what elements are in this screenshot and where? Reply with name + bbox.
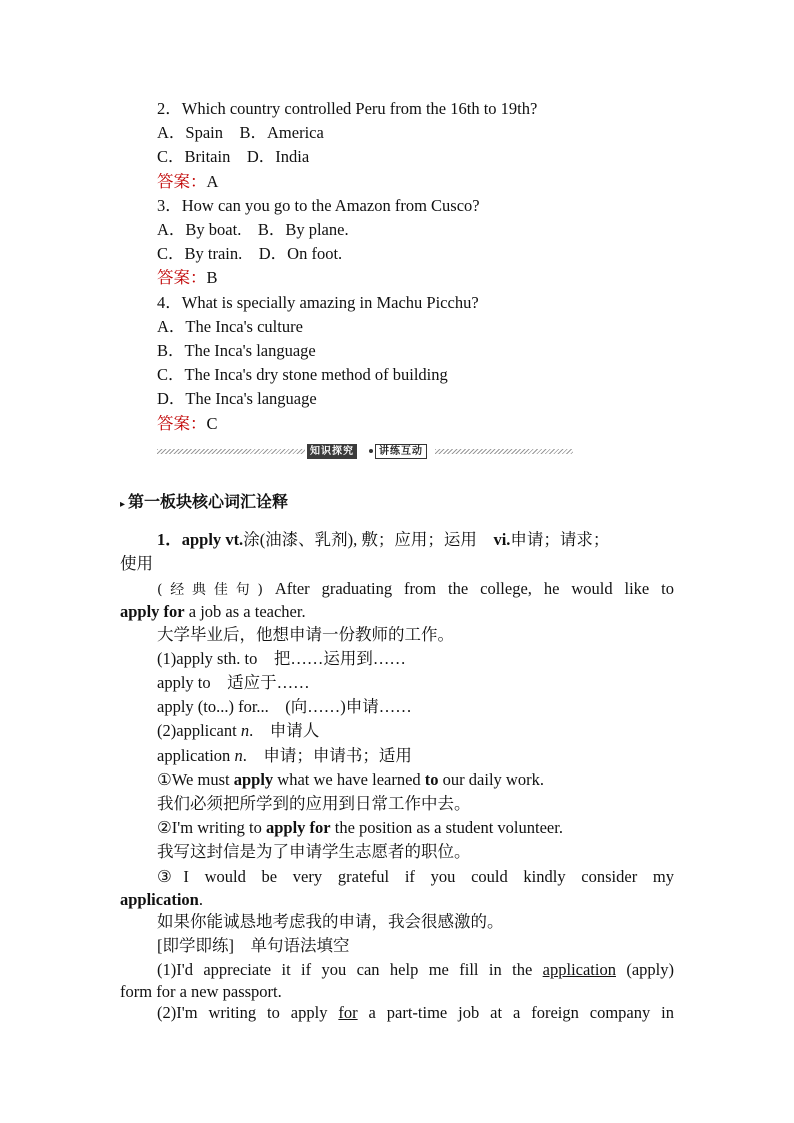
entry-number: 1． (157, 530, 182, 549)
entry-def-vi: 申请；请求； (510, 530, 610, 549)
derivative-def: . 申请；申请书；适用 (242, 746, 412, 765)
section-divider (157, 443, 573, 461)
text-fragment: (apply) (615, 960, 674, 979)
question-4-option-b: B．The Inca's language (157, 341, 316, 360)
section-title: 第一板块核心词汇诠释 (128, 492, 289, 511)
question-2-options-ab: A．Spain B．America (157, 123, 324, 142)
question-2-answer (157, 171, 218, 193)
text-fragment: our daily work. (438, 770, 544, 789)
answer-value: B (206, 268, 218, 287)
bold-fragment: apply (233, 770, 274, 789)
divider-dot (369, 449, 373, 453)
classic-sentence-line2 (120, 601, 306, 623)
vocab-entry-head (157, 529, 609, 551)
classic-sentence-rest: a job as a teacher. (184, 602, 306, 621)
phrase-apply-to: apply to 适应于…… (157, 673, 310, 692)
bold-fragment: application (120, 890, 199, 909)
practice-item-1-line2: form for a new passport. (120, 982, 282, 1001)
question-3-options-ab: A．By boat. B．By plane. (157, 220, 349, 239)
question-4-option-d: D．The Inca's language (157, 389, 317, 408)
entry-pos-vt: vt. (225, 530, 244, 549)
text-fragment: (1)I'd appreciate it if you can help me fill in the (157, 960, 543, 979)
classic-sentence-translation: 大学毕业后，他想申请一份教师的工作。 (157, 625, 454, 644)
derivative-pos: n (234, 746, 243, 765)
example-sentence-2-translation: 我写这封信是为了申请学生志愿者的职位。 (157, 842, 471, 861)
derivative-word: application (157, 746, 235, 765)
classic-sentence-line1 (157, 578, 674, 601)
entry-word: apply (181, 530, 222, 549)
example-sentence-3-line2 (120, 889, 203, 911)
derivative-application (157, 745, 412, 767)
phrase-apply-to-sth: (1)apply sth. to 把……运用到…… (157, 649, 406, 668)
question-3-answer (157, 267, 218, 289)
example-sentence-1-translation: 我们必须把所学到的应用到日常工作中去。 (157, 794, 471, 813)
bold-fragment: to (424, 770, 439, 789)
vocab-entry-head-cont: 使用 (120, 554, 153, 573)
divider-hatch-right (435, 449, 573, 454)
entry-pos-vi: vi. (493, 530, 511, 549)
question-4: 4．What is specially amazing in Machu Picchu? (157, 293, 479, 312)
answer-label: 答案： (157, 414, 207, 433)
question-4-option-c: C．The Inca's dry stone method of building (157, 365, 448, 384)
answer-value: A (206, 172, 219, 191)
question-3: 3．How can you go to the Amazon from Cusco? (157, 196, 480, 215)
example-sentence-1 (157, 769, 544, 791)
classic-sentence-label: (经典佳句) (157, 582, 263, 598)
text-fragment: ②I'm writing to (157, 818, 266, 837)
divider-hatch-left (157, 449, 305, 454)
text-fragment: . (198, 890, 203, 909)
derivative-word: (2)applicant (157, 721, 241, 740)
practice-item-2-line1 (157, 1002, 674, 1024)
section-marker-icon: ▸ (120, 499, 126, 510)
derivative-def: . 申请人 (249, 721, 320, 740)
text-fragment: a part-time job at a foreign company in (357, 1003, 674, 1022)
answer-value: C (206, 414, 218, 433)
text-fragment: what we have learned (273, 770, 425, 789)
practice-title: [即学即练] 单句语法填空 (157, 936, 350, 955)
practice-item-1-answer: application (542, 960, 616, 979)
answer-label: 答案： (157, 268, 207, 287)
phrase-apply-for: apply (to...) for... (向……)申请…… (157, 697, 412, 716)
derivative-pos: n (240, 721, 250, 740)
bold-fragment: apply for (265, 818, 331, 837)
text-fragment: ①We must (157, 770, 234, 789)
question-2: 2．Which country controlled Peru from the 16th to 19th? (157, 99, 538, 118)
classic-sentence-bold: apply for (120, 602, 185, 621)
question-2-options-cd: C．Britain D．India (157, 147, 310, 166)
example-sentence-3-translation: 如果你能诚恳地考虑我的申请，我会很感激的。 (157, 912, 504, 931)
practice-item-1-line1 (157, 959, 674, 981)
divider-tag-practice: 讲练互动 (375, 444, 427, 459)
derivative-applicant (157, 720, 319, 742)
section-heading (120, 491, 288, 516)
answer-label: 答案： (157, 172, 207, 191)
question-4-answer (157, 413, 218, 435)
text-fragment: the position as a student volunteer. (330, 818, 563, 837)
question-3-options-cd: C．By train. D．On foot. (157, 244, 343, 263)
example-sentence-3-line1: ③I would be very grateful if you could kindly consider my (157, 867, 674, 886)
divider-tag-knowledge: 知识探究 (307, 444, 357, 459)
text-fragment: (2)I'm writing to apply (157, 1003, 339, 1022)
classic-sentence-text: After graduating from the college, he would like to (274, 579, 674, 598)
example-sentence-2 (157, 817, 563, 839)
entry-def-vt: 涂(油漆、乳剂), 敷；应用；运用 (243, 530, 494, 549)
question-4-option-a: A．The Inca's culture (157, 317, 303, 336)
practice-item-2-answer: for (338, 1003, 358, 1022)
